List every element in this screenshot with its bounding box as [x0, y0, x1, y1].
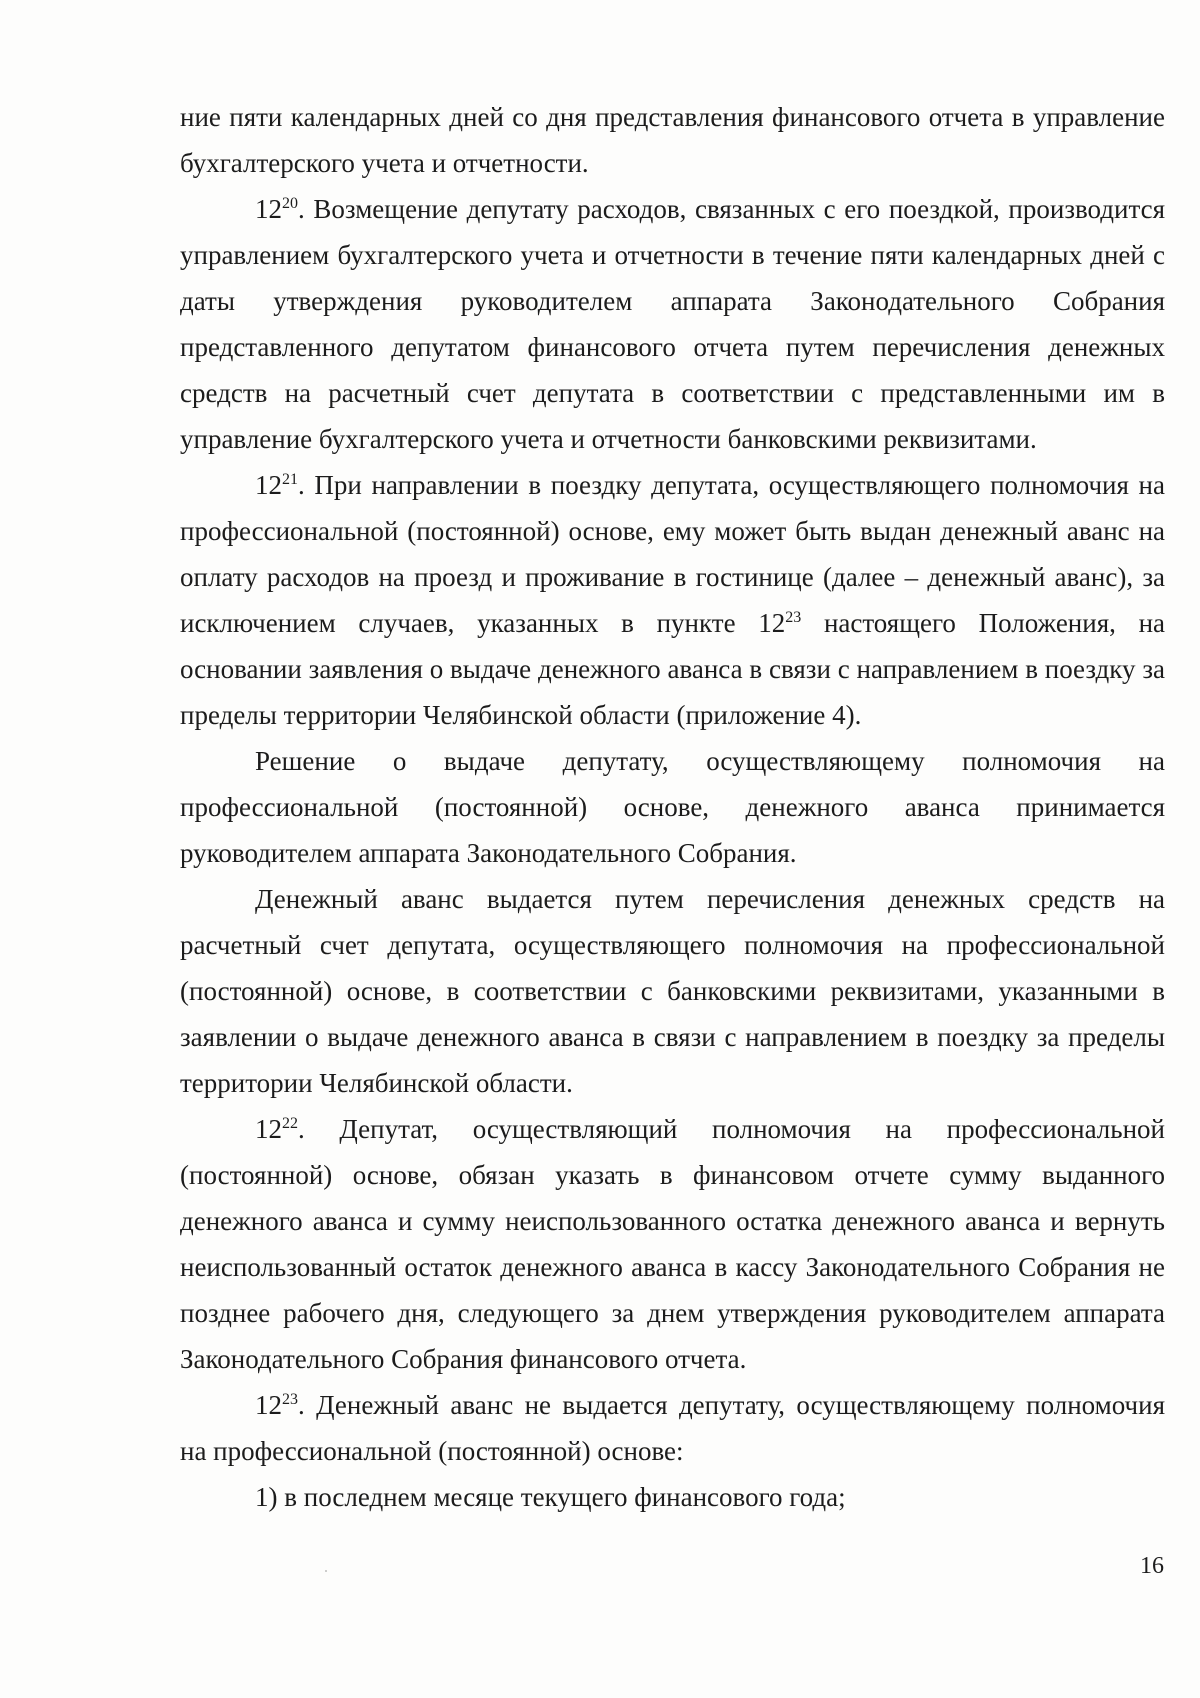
- paragraph-decision: Решение о выдаче депутату, осуществляющему полномочия на профессиональной (постоянной) основе, денежного аванса принимается руководителем аппарата Законодательного Собрания.: [180, 746, 1165, 868]
- paragraph-advance-transfer: Денежный аванс выдается путем перечисления денежных средств на расчетный счет депутата, осуществляющего полномочия на профессиональной (постоянной) основе, в соответствии с банковскими реквизитами, указанными в заявлении о выдаче денежного аванса в связи с направлением в поездку за пределы территории Челябинской области.: [180, 884, 1165, 1098]
- clause-number: 12: [255, 1114, 282, 1144]
- paragraph-12-21: [180, 462, 1165, 738]
- paragraph-12-20: [180, 186, 1165, 462]
- paragraph-text: . При направлении в поездку депутата, осуществляющего полномочия на профессиональной (постоянной) основе, ему может быть выдан денежный аванс на оплату расходов на проезд и проживание в гостинице (далее – денежный аванс), за исключением случаев, указанных в пункте: [180, 470, 1165, 638]
- clause-superscript: 23: [282, 1391, 298, 1408]
- list-item-1: 1) в последнем месяце текущего финансового года;: [255, 1482, 846, 1512]
- paragraph-text-continued: настоящего Положения, на основании заявления о выдаче денежного аванса в связи с направлением в поездку за пределы территории Челябинской области (приложение 4).: [180, 608, 1165, 730]
- reference-number: 12: [758, 608, 786, 638]
- document-body: [180, 94, 1165, 1520]
- page-number: 16: [1140, 1553, 1164, 1579]
- clause-superscript: 22: [282, 1115, 298, 1132]
- paragraph-continuation: ние пяти календарных дней со дня представления финансового отчета в управление бухгалтерского учета и отчетности.: [180, 102, 1165, 178]
- clause-number: 12: [255, 470, 282, 500]
- paragraph-12-23: [180, 1382, 1165, 1474]
- clause-number: 12: [255, 1390, 282, 1420]
- clause-superscript: 20: [282, 195, 298, 212]
- reference-superscript: 23: [785, 609, 802, 626]
- paragraph-text: . Возмещение депутату расходов, связанных с его поездкой, производится управлением бухгалтерского учета и отчетности в течение пяти календарных дней с даты утверждения руководителем аппарата Законодательного Собрания представленного депутатом финансового отчета путем перечисления денежных средств на расчетный счет депутата в соответствии с представленными им в управление бухгалтерского учета и отчетности банковскими реквизитами.: [180, 194, 1165, 454]
- clause-superscript: 21: [282, 471, 298, 488]
- clause-number: 12: [255, 194, 282, 224]
- paragraph-12-22: [180, 1106, 1165, 1382]
- scan-artifact: [325, 1570, 327, 1572]
- paragraph-text: . Депутат, осуществляющий полномочия на профессиональной (постоянной) основе, обязан указать в финансовом отчете сумму выданного денежного аванса и сумму неиспользованного остатка денежного аванса и вернуть неиспользованный остаток денежного аванса в кассу Законодательного Собрания не позднее рабочего дня, следующего за днем утверждения руководителем аппарата Законодательного Собрания финансового отчета.: [180, 1114, 1165, 1374]
- paragraph-text: . Денежный аванс не выдается депутату, осуществляющему полномочия на профессиональной (постоянной) основе:: [180, 1390, 1165, 1466]
